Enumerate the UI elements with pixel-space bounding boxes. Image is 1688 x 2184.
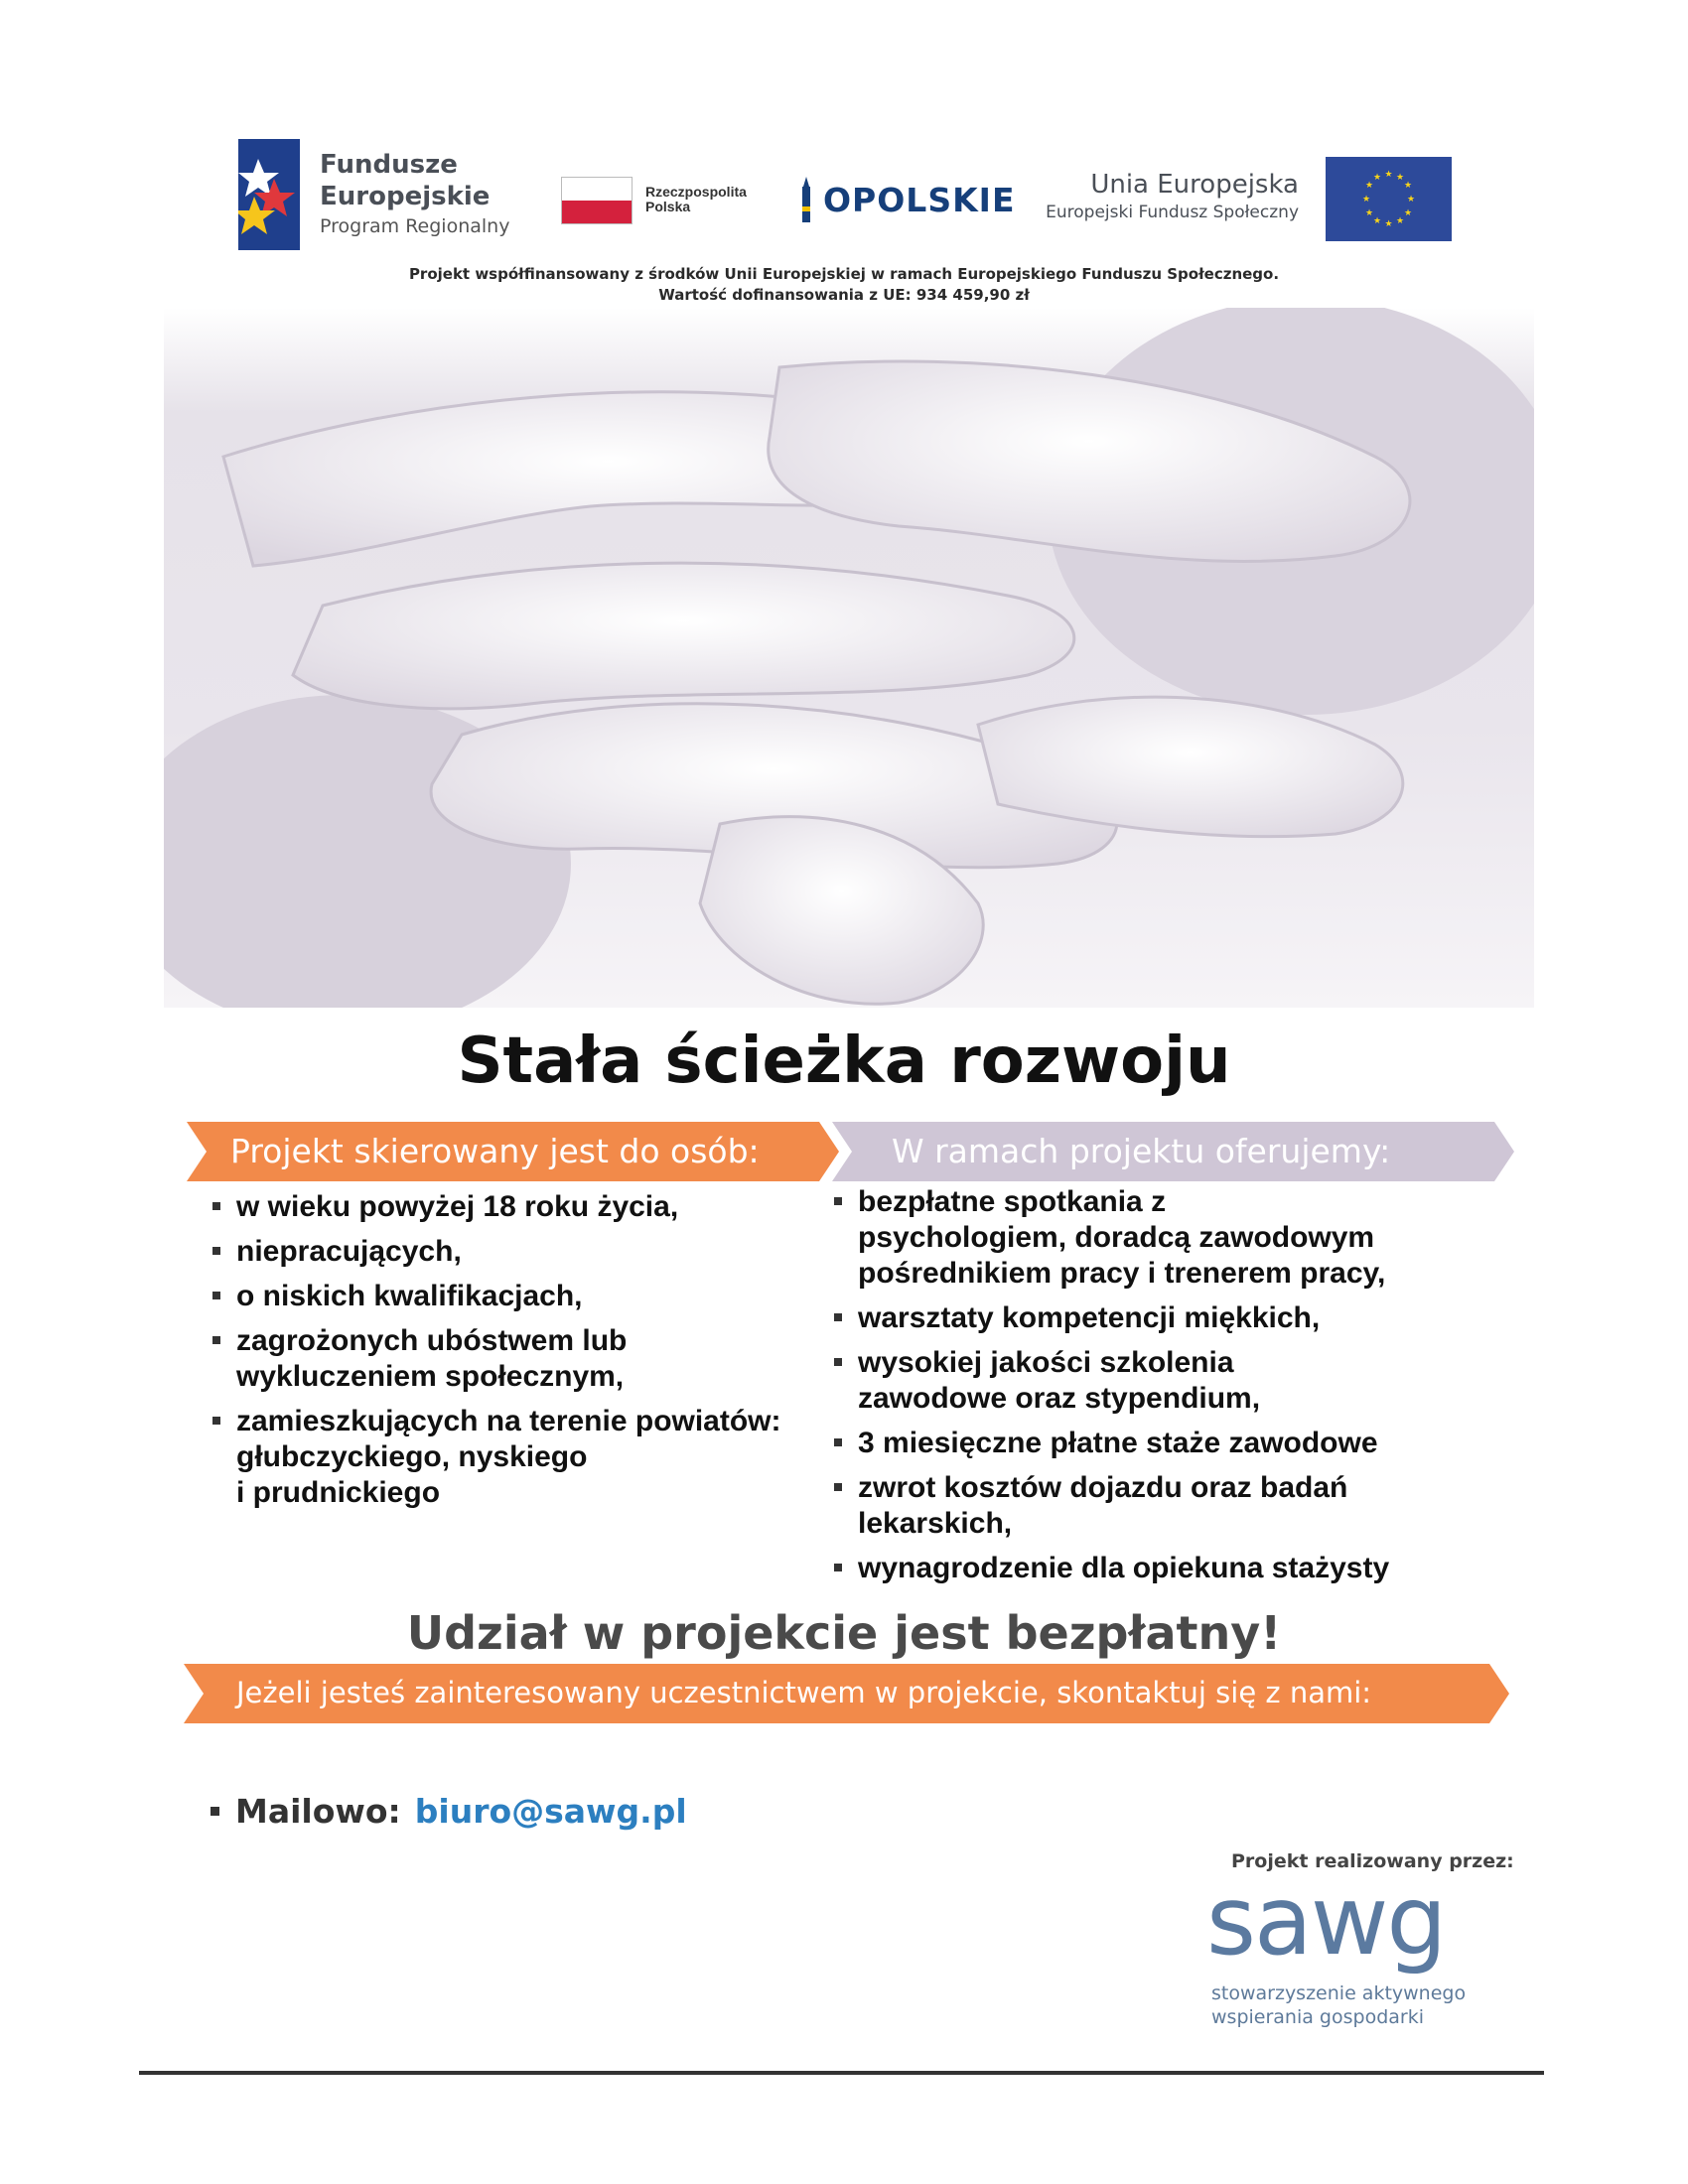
svg-text:★: ★ <box>1384 170 1393 180</box>
cofinancing-line1: Projekt współfinansowany z środków Unii Europejskiej w ramach Europejskiego Funduszu Społecznego. <box>408 265 1280 283</box>
svg-text:★: ★ <box>1395 173 1405 183</box>
pl-line2: Polska <box>645 199 691 214</box>
email-link[interactable]: biuro@sawg.pl <box>414 1792 687 1831</box>
list-item-text: zagrożonych ubóstwem lub <box>236 1324 628 1357</box>
ue-line1: Unia Europejska <box>1090 170 1299 200</box>
target-group-list <box>211 1189 846 1520</box>
sawg-logo-text: sawg <box>1206 1884 1446 1977</box>
bottom-divider <box>139 2071 1544 2075</box>
svg-text:★: ★ <box>1395 216 1405 226</box>
contact-line <box>211 1792 687 1831</box>
svg-text:★: ★ <box>1403 181 1413 191</box>
svg-text:★: ★ <box>1406 195 1416 205</box>
list-item-text: w wieku powyżej 18 roku życia, <box>236 1190 679 1223</box>
sawg-tagline <box>1211 1981 1466 2029</box>
list-item-text: zamieszkujących na terenie powiatów: <box>236 1405 781 1437</box>
list-item-text: wykluczeniem społecznym, <box>236 1360 625 1393</box>
svg-text:★: ★ <box>1364 181 1374 191</box>
list-item <box>832 1184 1448 1292</box>
ribbon-left-label: Projekt skierowany jest do osób: <box>230 1132 760 1170</box>
svg-text:★: ★ <box>1372 173 1382 183</box>
list-item-text: wynagrodzenie dla opiekuna stażysty <box>858 1552 1390 1584</box>
list-item-text: lekarskich, <box>858 1507 1013 1540</box>
fe-line3: Program Regionalny <box>320 215 510 237</box>
list-item-text: 3 miesięczne płatne staże zawodowe <box>858 1427 1378 1459</box>
cofinancing-line2: Wartość dofinansowania z UE: 934 459,90 zł <box>658 286 1030 304</box>
fe-line1: Fundusze <box>320 150 458 180</box>
ue-line2: Europejski Fundusz Społeczny <box>1046 203 1299 222</box>
bullet-icon <box>211 1807 219 1816</box>
list-item-text: niepracujących, <box>236 1235 462 1268</box>
list-item-text: głubczyckiego, nyskiego <box>236 1440 588 1473</box>
opolskie-label: OPOLSKIE <box>823 180 1016 219</box>
list-item <box>832 1470 1448 1542</box>
list-item <box>211 1323 846 1395</box>
contact-label: Mailowo: <box>235 1792 401 1831</box>
list-item <box>832 1551 1448 1586</box>
list-item-text: i prudnickiego <box>236 1476 441 1509</box>
svg-text:★: ★ <box>1403 208 1413 218</box>
list-item <box>211 1404 846 1511</box>
list-item <box>832 1300 1448 1336</box>
list-item <box>211 1279 846 1314</box>
list-item-text: zwrot kosztów dojazdu oraz badań <box>858 1471 1348 1504</box>
ribbon-contact-label: Jeżeli jesteś zainteresowany uczestnictwem w projekcie, skontaktuj się z nami: <box>236 1676 1372 1709</box>
ribbon-right-label: W ramach projektu oferujemy: <box>892 1132 1391 1170</box>
page-title: Stała ścieżka rozwoju <box>457 1024 1231 1098</box>
sawg-tag-line1: stowarzyszenie aktywnego <box>1211 1982 1467 2004</box>
list-item-text: pośrednikiem pracy i trenerem pracy, <box>858 1257 1386 1290</box>
list-item-text: zawodowe oraz stypendium, <box>858 1382 1261 1415</box>
list-item-text: warsztaty kompetencji miękkich, <box>858 1301 1321 1334</box>
sawg-logo <box>1206 1884 1504 1983</box>
free-participation-note: Udział w projekcie jest bezpłatny! <box>406 1606 1282 1660</box>
svg-text:★: ★ <box>1364 208 1374 218</box>
svg-text:★: ★ <box>1361 195 1371 205</box>
list-item-text: o niskich kwalifikacjach, <box>236 1280 583 1312</box>
list-item-text: wysokiej jakości szkolenia <box>858 1346 1234 1379</box>
svg-text:★: ★ <box>1384 219 1393 229</box>
realized-by-label: Projekt realizowany przez: <box>1231 1850 1514 1872</box>
list-item-text: psychologiem, doradcą zawodowym <box>858 1221 1375 1254</box>
list-item <box>211 1189 846 1225</box>
list-item-text: bezpłatne spotkania z <box>858 1185 1167 1218</box>
list-item <box>832 1345 1448 1417</box>
svg-text:★: ★ <box>1372 216 1382 226</box>
list-item <box>832 1426 1448 1461</box>
list-item <box>211 1234 846 1270</box>
sawg-tag-line2: wspierania gospodarki <box>1211 2006 1424 2028</box>
offer-list <box>832 1184 1448 1595</box>
fe-line2: Europejskie <box>320 182 491 211</box>
pl-line1: Rzeczpospolita <box>645 184 747 200</box>
